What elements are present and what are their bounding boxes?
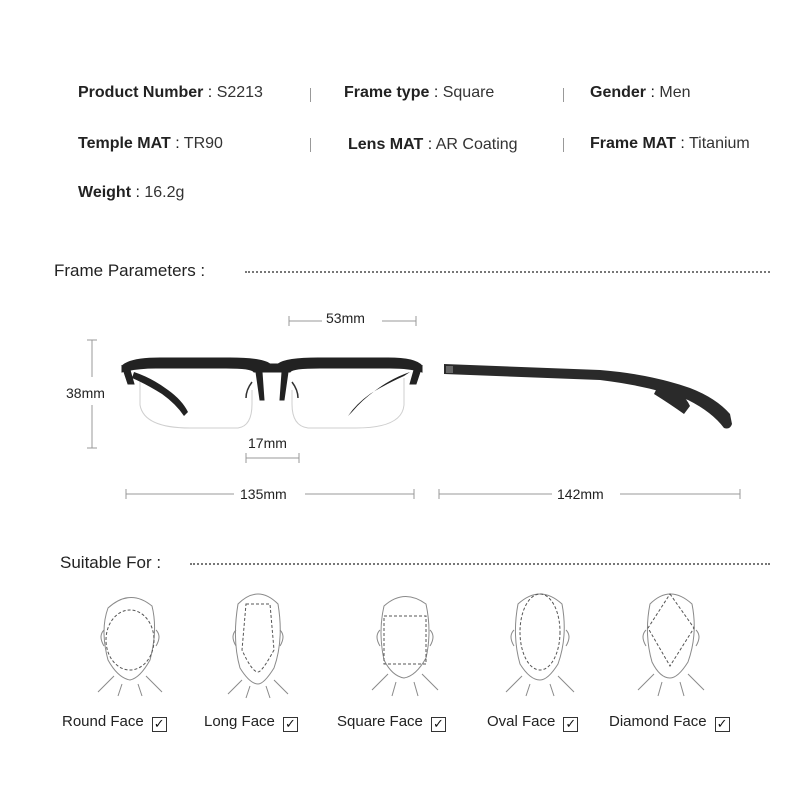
spec-key: Temple MAT [78,135,171,152]
face-label: Oval Face [487,713,556,730]
spec-lens-mat: Lens MAT : AR Coating [348,136,518,153]
temple-length-label: 142mm [557,486,604,502]
diamond-face-sketch [638,594,704,696]
face-label: Diamond Face [609,713,707,730]
spec-key: Gender [590,84,647,101]
spec-key: Frame type [344,84,430,101]
spec-value: Square [442,84,495,101]
face-label: Round Face [62,713,144,730]
face-label: Long Face [204,713,275,730]
checkbox-icon: ✓ [715,717,730,732]
face-option-oval [487,713,578,730]
suitable-for-title: Suitable For : [60,553,162,572]
spec-key: Lens MAT [348,136,424,153]
face-option-square [337,713,446,730]
spec-temple-mat: Temple MAT : TR90 [78,135,223,152]
spec-product-number: Product Number : S2213 [78,84,263,101]
frame-parameters-title: Frame Parameters : [54,261,206,280]
spec-value: Men [659,84,691,101]
long-face-sketch [228,594,288,698]
spec-key: Frame MAT [590,135,676,152]
oval-face-sketch [506,594,574,696]
lens-height-label: 38mm [66,385,105,401]
checkbox-icon: ✓ [563,717,578,732]
spec-value: S2213 [216,84,263,101]
spec-weight: Weight : 16.2g [78,184,185,201]
checkbox-icon: ✓ [283,717,298,732]
checkbox-icon: ✓ [152,717,167,732]
spec-key: Product Number [78,84,204,101]
frame-width-label: 135mm [240,486,287,502]
face-option-diamond [609,713,730,730]
spec-gender: Gender : Men [590,84,691,101]
spec-frame-type: Frame type : Square [344,84,495,101]
round-face-sketch [98,597,162,696]
spec-value: Titanium [688,135,750,152]
face-option-long [204,713,298,730]
face-option-round [62,713,167,730]
face-label: Square Face [337,713,423,730]
spec-key: Weight [78,184,132,201]
bridge-width-label: 17mm [248,435,287,451]
spec-value: AR Coating [435,136,518,153]
spec-frame-mat: Frame MAT : Titanium [590,135,750,152]
spec-value: TR90 [183,135,223,152]
lens-width-label: 53mm [326,310,365,326]
square-face-sketch [372,596,438,696]
spec-value: 16.2g [144,184,185,201]
checkbox-icon: ✓ [431,717,446,732]
